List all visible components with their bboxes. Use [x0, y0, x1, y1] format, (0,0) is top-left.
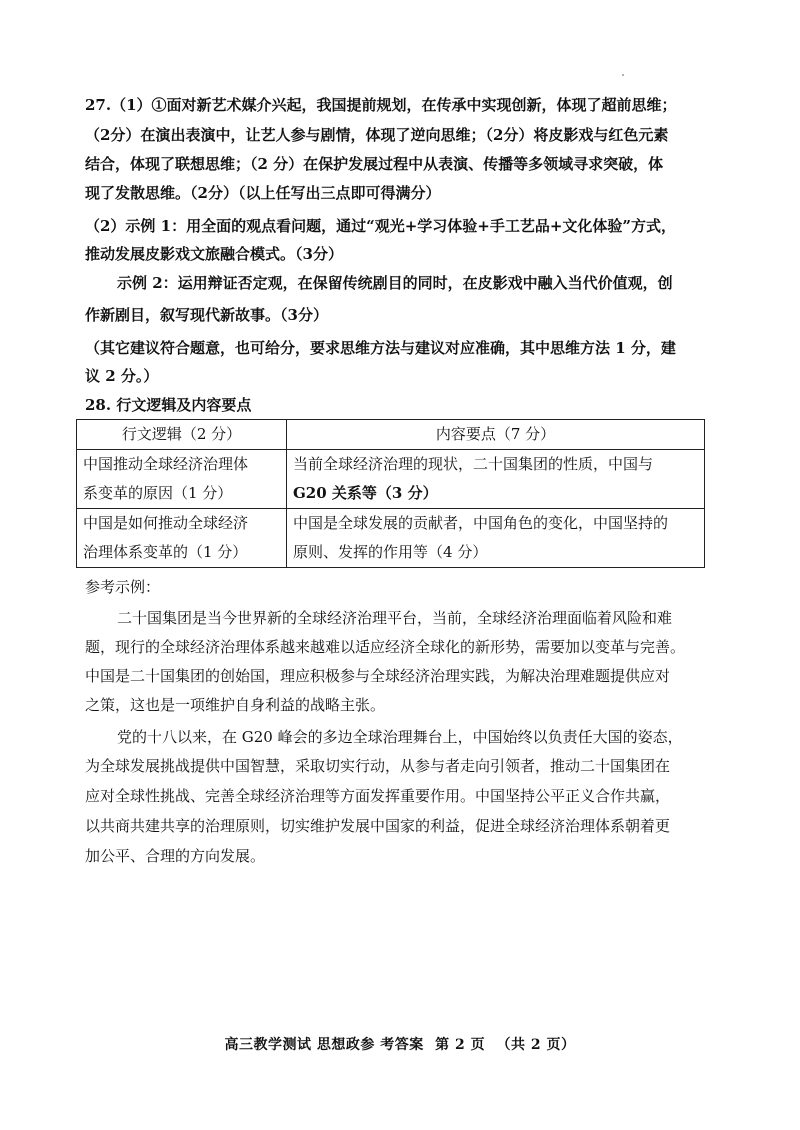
- q27-line-9: （其它建议符合题意，也可给分，要求思维方法与建议对应准确，其中思维方法 1 分，建: [85, 339, 676, 357]
- para2-line-3: 应对全球性挑战、完善全球经济治理等方面发挥重要作用。中国坚持公平正义合作共赢，: [85, 787, 671, 805]
- q27-line-3: 结合，体现了联想思维；（2 分）在保护发展过程中从表演、传播等多领域寻求突破，体: [85, 155, 664, 173]
- q27-line-5: （2）示例 1：用全面的观点看问题，通过“观光+学习体验+手工艺品+文化体验”方式，: [85, 217, 677, 235]
- footer-page-number: 第 2 页: [435, 1037, 486, 1053]
- row1-content-line2: G20 关系等（3 分）: [293, 484, 438, 502]
- para1-line-2: 题，现行的全球经济治理体系越来越难以适应经济全球化的新形势，需要加以变革与完善。: [85, 638, 686, 656]
- header-logic: 行文逻辑（2 分）: [77, 420, 287, 450]
- para1-line-1: 二十国集团是当今世界新的全球经济治理平台，当前，全球经济治理面临着风险和难: [117, 609, 673, 627]
- para2-line-2: 为全球发展挑战提供中国智慧，采取切实行动，从参与者走向引领者，推动二十国集团在: [85, 757, 671, 775]
- q28-scoring-table: [76, 419, 705, 568]
- para2-line-1: 党的十八以来，在 G20 峰会的多边全球治理舞台上，中国始终以负责任大国的姿态，: [117, 728, 683, 746]
- para2-line-4: 以共商共建共享的治理原则，切实维护发展中国家的利益，促进全球经济治理体系朝着更: [85, 817, 671, 835]
- q27-line-10: 议 2 分。）: [85, 367, 159, 385]
- scan-speck: [622, 74, 624, 76]
- footer-title: 高三教学测试 思想政参 考答案: [224, 1037, 424, 1053]
- para1-line-4: 之策，这也是一项维护自身利益的战略主张。: [85, 696, 386, 714]
- row1-content-line1: 当前全球经济治理的现状，二十国集团的性质，中国与: [293, 455, 654, 473]
- header-content: 内容要点（7 分）: [287, 420, 705, 450]
- q27-line-4: 现了发散思维。（2分）（以上任写出三点即可得满分）: [85, 184, 441, 202]
- q27-line-2: （2分）在演出表演中，让艺人参与剧情，体现了逆向思维；（2分）将皮影戏与红色元素: [85, 126, 669, 144]
- footer-total-pages: （共 2 页）: [496, 1037, 576, 1053]
- row2-logic-line1: 中国是如何推动全球经济: [83, 514, 249, 532]
- row1-logic-line2: 系变革的原因（1 分）: [83, 484, 233, 502]
- reference-label: 参考示例：: [85, 578, 161, 596]
- table-row: [77, 450, 705, 509]
- page-footer: [0, 1034, 800, 1054]
- q27-line-1: 27.（1）①面对新艺术媒介兴起，我国提前规划，在传承中实现创新，体现了超前思维；: [85, 96, 677, 114]
- para2-line-5: 加公平、合理的方向发展。: [85, 847, 266, 865]
- q27-line-7: 示例 2：运用辩证否定观，在保留传统剧目的同时，在皮影戏中融入当代价值观，创: [117, 274, 673, 292]
- row1-logic-line1: 中国推动全球经济治理体: [83, 455, 249, 473]
- row1-content: [287, 450, 705, 509]
- row2-content: [287, 509, 705, 568]
- q27-line-8: 作新剧目，叙写现代新故事。（3分）: [85, 306, 328, 324]
- table-row: [77, 509, 705, 568]
- q27-line-6: 推动发展皮影戏文旅融合模式。（3分）: [85, 245, 343, 263]
- table-header-row: [77, 420, 705, 450]
- row1-logic: [77, 450, 287, 509]
- row2-logic: [77, 509, 287, 568]
- row2-content-line1: 中国是全球发展的贡献者，中国角色的变化，中国坚持的: [293, 514, 669, 532]
- row2-logic-line2: 治理体系变革的（1 分）: [83, 543, 248, 561]
- q28-heading: 28. 行文逻辑及内容要点: [85, 396, 252, 414]
- row2-content-line2: 原则、发挥的作用等（4 分）: [293, 543, 488, 561]
- para1-line-3: 中国是二十国集团的创始国，理应积极参与全球经济治理实践，为解决治理难题提供应对: [85, 667, 671, 685]
